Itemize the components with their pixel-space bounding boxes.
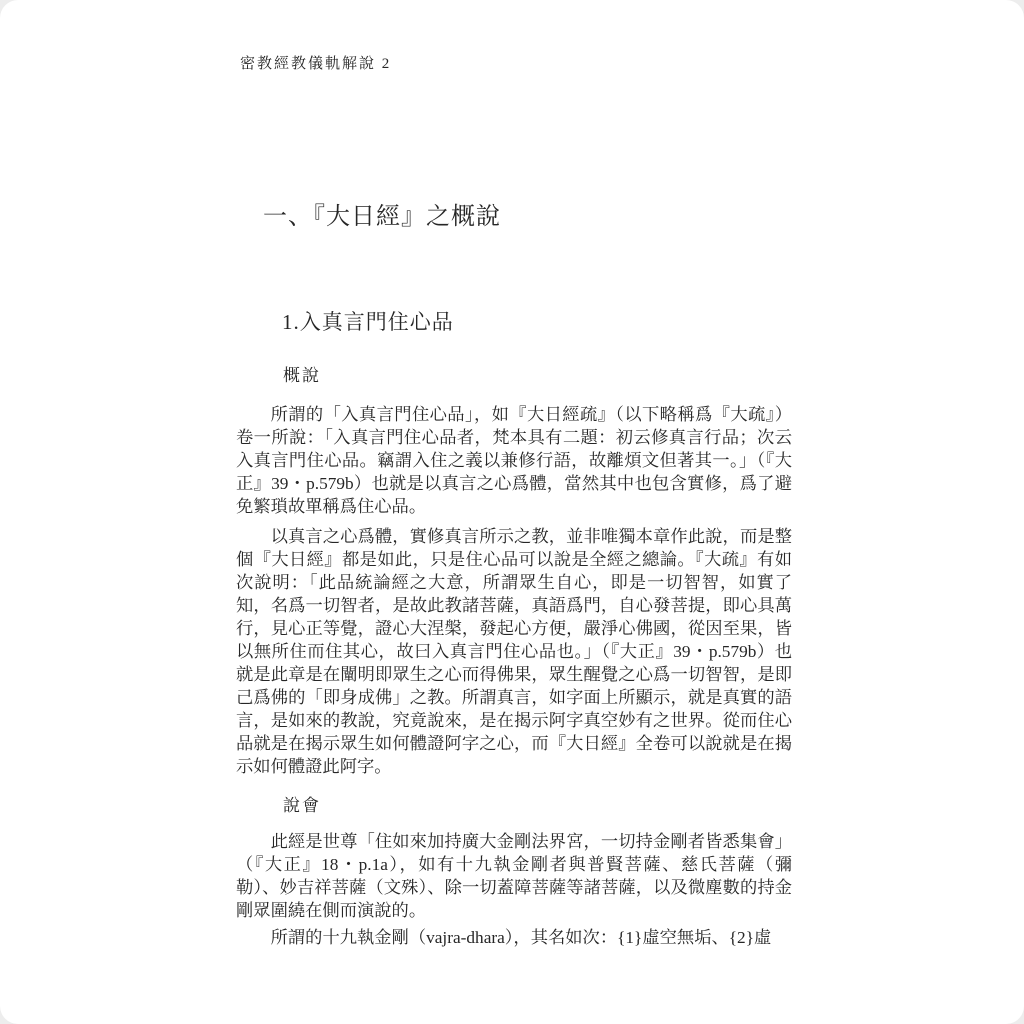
assembly-paragraph-2: 所謂的十九執金剛（vajra-dhara），其名如次：{1}虛空無垢、{2}虛 (270, 928, 772, 947)
running-header: 密教經教儀軌解說 2 (240, 56, 392, 72)
chapter-title: 一、『大日經』之概說 (263, 204, 501, 230)
subsection-heading-assembly: 說會 (283, 796, 321, 815)
subsection-heading-overview: 概說 (283, 366, 321, 385)
assembly-paragraph-1: 此經是世尊「住如來加持廣大金剛法界宮，一切持金剛者皆悉集會」（『大正』18・p.1a），如有十九執金剛者與普賢菩薩、慈氏菩薩（彌勒）、妙吉祥菩薩（文殊）、除一切蓋障菩薩等諸菩薩，以及微塵數的持金剛眾圍繞在側而演說的。 (236, 832, 792, 920)
section-title: 1.入真言門住心品 (282, 310, 454, 334)
overview-paragraph-1: 所謂的「入真言門住心品」，如『大日經疏』（以下略稱爲『大疏』）卷一所說：「入真言門住心品者，梵本具有二題：初云修真言行品；次云入真言門住心品。竊謂入住之義以兼修行語，故離煩文但著其一。」（『大正』39・p.579b）也就是以真言之心爲體，當然其中也包含實修，爲了避免繁瑣故單稱爲住心品。 (236, 405, 792, 516)
overview-paragraph-2: 以真言之心爲體，實修真言所示之教，並非唯獨本章作此說，而是整個『大日經』都是如此，只是住心品可以說是全經之總論。『大疏』有如次說明：「此品統論經之大意，所謂眾生自心，即是一切智智，如實了知，名爲一切智者，是故此教諸菩薩，真語爲門，自心發菩提，即心具萬行，見心正等覺，證心大涅槃，發起心方便，嚴淨心佛國，從因至果，皆以無所住而住其心，故曰入真言門住心品也。」（『大正』39・p.579b）也就是此章是在闡明即眾生之心而得佛果，眾生醒覺之心爲一切智智，是即己爲佛的「即身成佛」之教。所謂真言，如字面上所顯示，就是真實的語言，是如來的教說，究竟說來，是在揭示阿字真空妙有之世界。從而住心品就是在揭示眾生如何體證阿字之心，而『大日經』全卷可以說就是在揭示如何體證此阿字。 (236, 527, 792, 776)
